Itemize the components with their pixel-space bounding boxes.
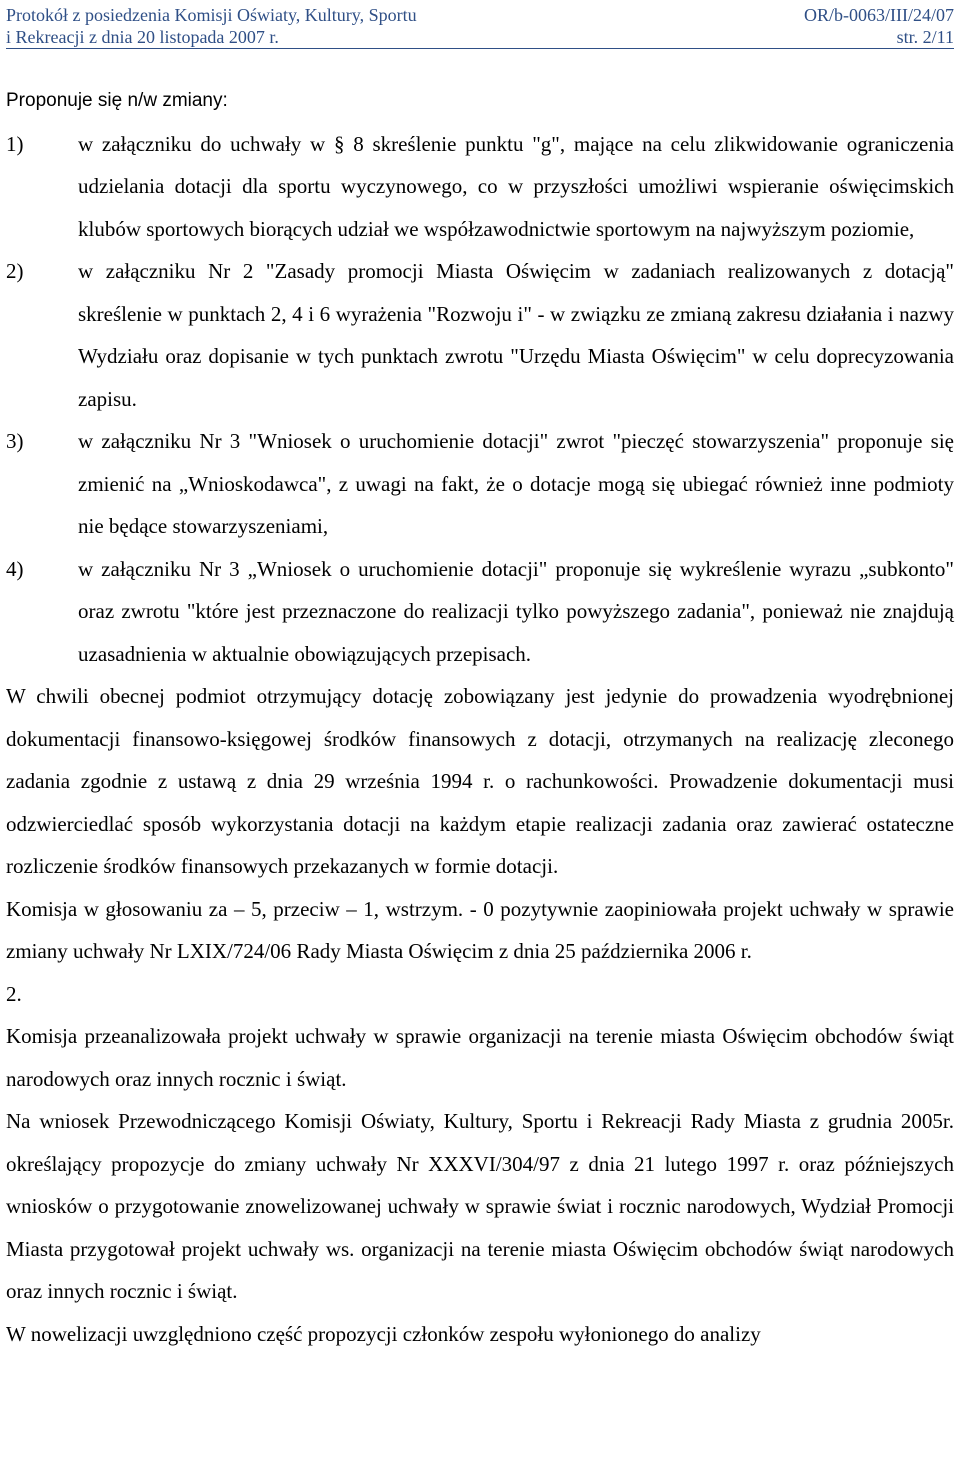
paragraph-analysis: Komisja przeanalizowała projekt uchwały w sprawie organizacji na terenie miasta Oświęcim obchodów świąt narodowych oraz innych rocznic i świąt. xyxy=(6,1024,954,1091)
list-item xyxy=(6,250,954,420)
list-item xyxy=(6,548,954,676)
header-meta xyxy=(694,4,954,48)
list-item-text: w załączniku Nr 3 „Wniosek o uruchomienie dotacji" proponuje się wykreślenie wyrazu „subkonto" oraz zwrotu "które jest przeznaczone do realizacji tylko powyższego zadania", ponieważ nie znajdują uzasadnienia w aktualnie obowiązujących przepisach. xyxy=(78,556,954,666)
header-title-line-2: i Rekreacji z dnia 20 listopada 2007 r. xyxy=(6,27,279,47)
list-item-number: 2) xyxy=(6,259,24,283)
list-item-number: 4) xyxy=(6,556,24,581)
paragraph-accounting: W chwili obecnej podmiot otrzymujący dotację zobowiązany jest jedynie do prowadzenia wyodrębnionej dokumentacji finansowo-księgowej środków finansowych z dotacji, otrzymanych na realizację zleconego zadania zgodnie z ustawą z dnia 29 września 1994 r. o rachunkowości. Prowadzenie dokumentacji musi odzwierciedlać sposób wykorzystania dotacji na każdym etapie realizacji zadania oraz zawierać ostateczne rozliczenie środków finansowych przekazanych w formie dotacji. xyxy=(6,684,954,878)
list-item xyxy=(6,420,954,548)
list-item-text: w załączniku Nr 3 "Wniosek o uruchomienie dotacji" zwrot "pieczęć stowarzyszenia" proponuje się zmienić na „Wnioskodawca", z uwagi na fakt, że o dotacje mogą się ubiegać również inne podmioty nie będące stowarzyszeniami, xyxy=(78,429,954,538)
list-item-text: w załączniku do uchwały w § 8 skreślenie punktu "g", mające na celu zlikwidowanie ograniczenia udzielania dotacji dla sportu wyczynowego, co w przyszłości umożliwi wspieranie oświęcimskich klubów sportowych biorących udział we współzawodnictwie sportowym na najwyższym poziomie, xyxy=(78,131,954,241)
list-item xyxy=(6,123,954,251)
list-item-number: 3) xyxy=(6,429,24,453)
header-title-line-1: Protokół z posiedzenia Komisji Oświaty, Kultury, Sportu xyxy=(6,5,417,25)
page-number: str. 2/11 xyxy=(896,27,954,47)
paragraph-proposal: Na wniosek Przewodniczącego Komisji Oświaty, Kultury, Sportu i Rekreacji Rady Miasta z grudnia 2005r. określający propozycje do zmiany uchwały Nr XXXVI/304/97 z dnia 21 lutego 1997 r. oraz późniejszych wniosków o przygotowanie znowelizowanej uchwały w sprawie świat i rocznic narodowych, Wydział Promocji Miasta przygotował projekt uchwały ws. organizacji na terenie miasta Oświęcim obchodów świąt narodowych oraz innych rocznic i świąt. xyxy=(6,1109,954,1303)
page-header xyxy=(6,4,954,49)
list-item-number: 1) xyxy=(6,131,24,156)
document-number: OR/b-0063/III/24/07 xyxy=(804,5,954,25)
paragraph-vote: Komisja w głosowaniu za – 5, przeciw – 1, wstrzym. - 0 pozytywnie zaopiniowała projekt uchwały w sprawie zmiany uchwały Nr LXIX/724/06 Rady Miasta Oświęcim z dnia 25 października 2006 r. xyxy=(6,896,954,963)
header-title xyxy=(6,4,606,48)
paragraph-amendment: W nowelizacji uwzględniono część propozycji członków zespołu wyłonionego do analizy xyxy=(6,1321,761,1346)
list-item-text: w załączniku Nr 2 "Zasady promocji Miasta Oświęcim w zadaniach realizowanych z dotacją" skreślenie w punktach 2, 4 i 6 wyrażenia "Rozwoju i" - w związku ze zmianą zakresu działania i nazwy Wydziału oraz dopisanie w tych punktach zwrotu "Urzędu Miasta Oświęcim" w celu doprecyzowania zapisu. xyxy=(78,259,954,411)
section-number: 2. xyxy=(6,981,22,1006)
intro-paragraph: Proponuje się n/w zmiany: xyxy=(6,90,228,111)
document-body xyxy=(6,80,954,1355)
